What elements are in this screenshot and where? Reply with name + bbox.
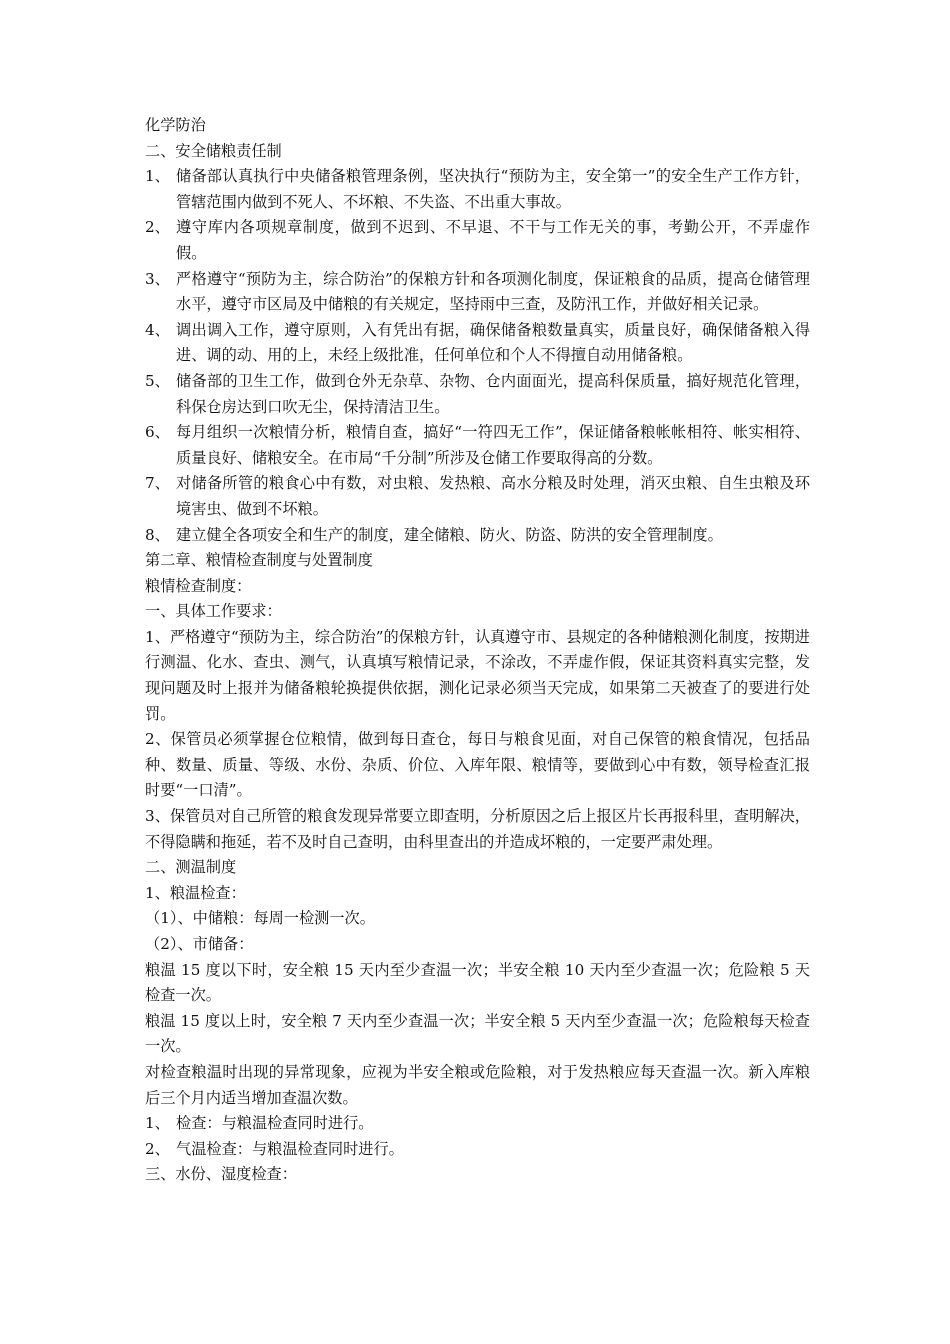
- list-item: [145, 215, 810, 266]
- list-item: [145, 267, 810, 318]
- list-item: [145, 1111, 810, 1137]
- grain-check-title: 粮情检查制度：: [145, 576, 252, 595]
- list-item-number: 1、: [145, 167, 170, 186]
- temp-system-title: 二、测温制度: [145, 858, 237, 877]
- list-item-number: 5、: [145, 371, 170, 390]
- temp-paragraph: 粮温 15 度以上时，安全粮 7 天内至少查温一次；半安全粮 5 天内至少查温一次；危险粮每天检查一次。: [145, 1011, 810, 1056]
- temp-paragraph: 粮温 15 度以下时，安全粮 15 天内至少查温一次；半安全粮 10 天内至少查温一次；危险粮 5 天检查一次。: [145, 960, 810, 1005]
- list-item-text: 严格遵守“预防为主，综合防治”的保粮方针和各项测化制度，保证粮食的品质，提高仓储管理水平，遵守市区局及中储粮的有关规定，坚持雨中三查，及防汛工作，并做好相关记录。: [176, 269, 810, 314]
- list-item-number: 4、: [145, 320, 170, 339]
- list-item-number: 8、: [145, 525, 170, 544]
- work-paragraph: 1、严格遵守“预防为主，综合防治”的保粮方针，认真遵守市、县规定的各种储粮测化制度，按期进行测温、化水、查虫、测气，认真填写粮情记录，不涂改，不弄虚作假，保证其资料真实完整，发现问题及时上报并为储备粮轮换提供依据，测化记录必须当天完成，如果第二天被查了的要进行处罚。: [145, 627, 810, 723]
- list-item-number: 1、: [145, 1114, 170, 1133]
- work-paragraph: 3、保管员对自己所管的粮食发现异常要立即查明，分析原因之后上报区片长再报科里，查明解决，不得隐瞒和拖延，若不及时自己查明，由科里查出的并造成坏粮的，一定要严肃处理。: [145, 807, 810, 851]
- list-item-text: 对储备所管的粮食心中有数，对虫粮、发热粮、高水分粮及时处理，消灭虫粮、自生虫粮及环境害虫、做到不坏粮。: [176, 474, 810, 518]
- list-item: [145, 318, 810, 369]
- list-item: [145, 1137, 810, 1163]
- list-item-text: 建立健全各项安全和生产的制度，建全储粮、防火、防盗、防洪的安全管理制度。: [176, 525, 723, 544]
- heading-chemical-control: 化学防治: [145, 116, 206, 134]
- temp-paragraph: 对检查粮温时出现的异常现象，应视为半安全粮或危险粮，对于发热粮应每天查温一次。新入库粮后三个月内适当增加查温次数。: [145, 1062, 810, 1107]
- list-item-text: 检查：与粮温检查同时进行。: [176, 1114, 374, 1133]
- list-item-number: 2、: [145, 218, 170, 237]
- list-item: [145, 471, 810, 522]
- document-page: [145, 113, 810, 1188]
- list-item-text: 储备部的卫生工作，做到仓外无杂草、杂物、仓内面面光，提高科保质量，搞好规范化管理，科保仓房达到口吹无尘，保持清洁卫生。: [176, 371, 810, 416]
- list-item-number: 2、: [145, 1139, 170, 1158]
- grain-temp-check-title: 1、粮温检查：: [145, 883, 246, 902]
- list-item-number: 6、: [145, 423, 170, 442]
- city-reserve-line: （2）、市储备：: [145, 935, 254, 953]
- moisture-check-title: 三、水份、湿度检查：: [145, 1165, 297, 1184]
- list-item-text: 遵守库内各项规章制度，做到不迟到、不早退、不干与工作无关的事，考勤公开，不弄虚作假。: [176, 218, 810, 262]
- list-item-text: 每月组织一次粮情分析，粮情自查，搞好“一符四无工作”，保证储备粮帐帐相符、帐实相符、质量良好、储粮安全。在市局“千分制”所涉及仓储工作要取得高的分数。: [176, 423, 810, 467]
- list-item: [145, 369, 810, 420]
- central-reserve-line: （1）、中储粮：每周一检测一次。: [145, 909, 375, 928]
- list-item: [145, 523, 810, 549]
- list-item: [145, 420, 810, 471]
- list-item-text: 调出调入工作，遵守原则，入有凭出有据，确保储备粮数量真实，质量良好，确保储备粮入得进、调的动、用的上，未经上级批准，任何单位和个人不得擅自动用储备粮。: [176, 320, 810, 365]
- list-item: [145, 164, 810, 215]
- work-requirements-title: 一、具体工作要求：: [145, 602, 282, 621]
- section-safety-responsibility: 二、安全储粮责任制: [145, 141, 282, 160]
- work-paragraph: 2、保管员必须掌握仓位粮情，做到每日查仓，每日与粮食见面，对自己保管的粮食情况，包括品种、数量、质量、等级、水份、杂质、价位、入库年限、粮情等，要做到心中有数，领导检查汇报时要“一口清”。: [145, 730, 810, 800]
- list-item-number: 3、: [145, 269, 170, 288]
- list-item-text: 储备部认真执行中央储备粮管理条例，坚决执行“预防为主，安全第一”的安全生产工作方针，管辖范围内做到不死人、不坏粮、不失盗、不出重大事故。: [176, 167, 810, 211]
- chapter-two-title: 第二章、粮情检查制度与处置制度: [145, 551, 373, 570]
- list-item-number: 7、: [145, 474, 170, 493]
- list-item-text: 气温检查：与粮温检查同时进行。: [176, 1139, 404, 1158]
